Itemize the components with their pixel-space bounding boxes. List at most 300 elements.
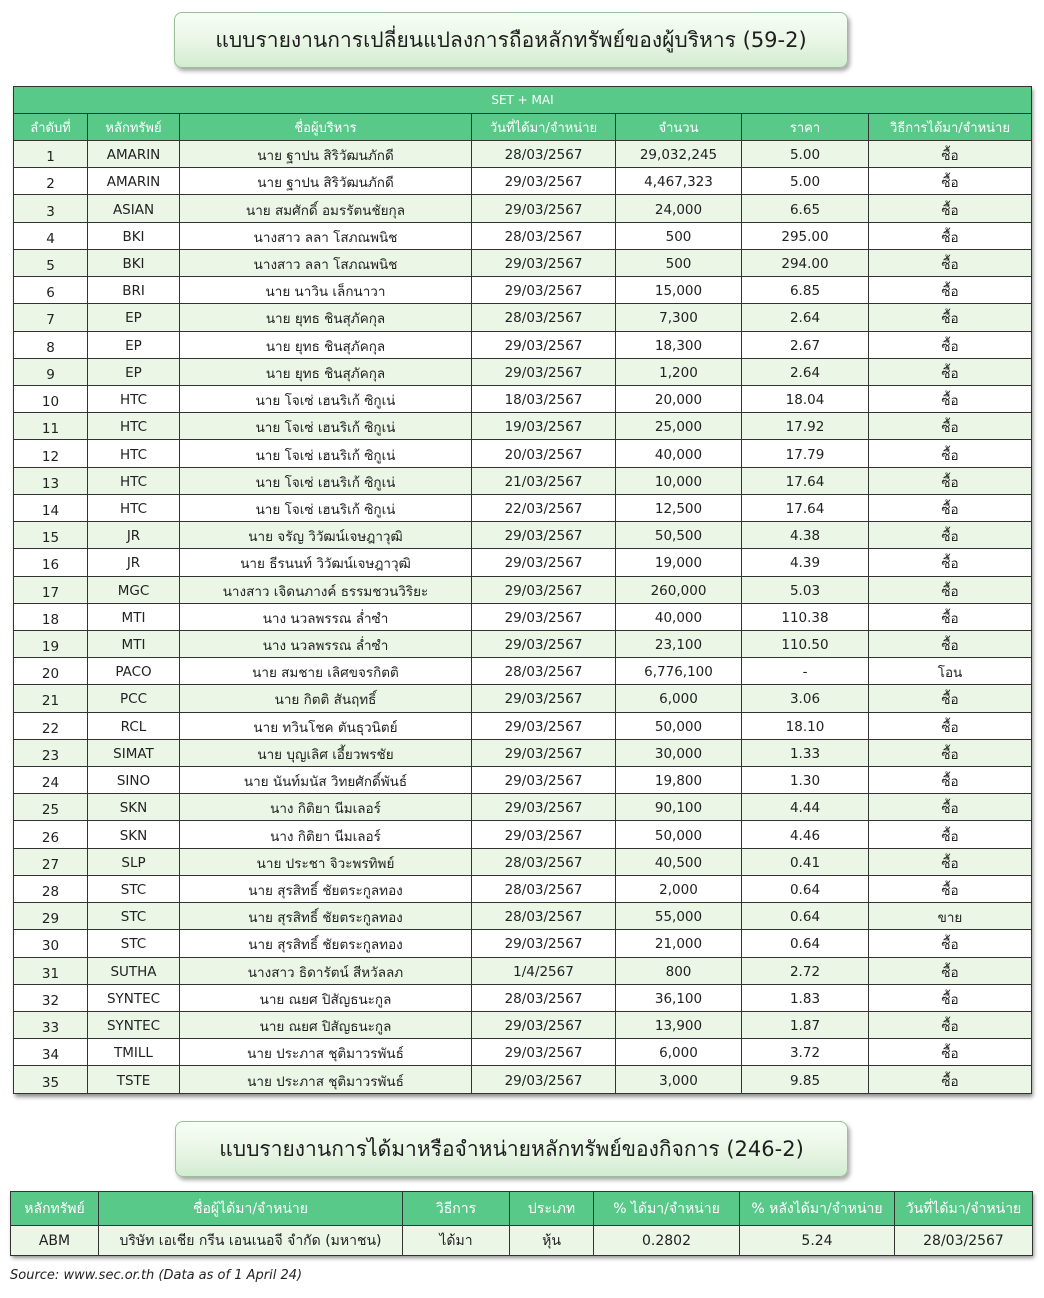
cell-date: 29/03/2567: [472, 739, 616, 766]
table-row: [14, 358, 1032, 385]
cell-security: HTC: [88, 440, 180, 467]
cell-no: 4: [14, 222, 88, 249]
cell-method: ซื้อ: [869, 168, 1032, 195]
source-text: www.sec.or.th (Data as of 1 April 24): [63, 1268, 303, 1283]
cell-method: โอน: [869, 658, 1032, 685]
table-row: [14, 930, 1032, 957]
cell-executive-name: นาย สุรสิทธิ์ ชัยตระกูลทอง: [180, 930, 472, 957]
column-header-method: วิธีการ: [403, 1192, 510, 1226]
cell-volume: 20,000: [616, 385, 742, 412]
cell-price: 2.67: [742, 331, 869, 358]
cell-no: 5: [14, 249, 88, 276]
cell-date: 28/03/2567: [472, 984, 616, 1011]
cell-price: 4.39: [742, 549, 869, 576]
cell-date: 29/03/2567: [472, 712, 616, 739]
cell-security: SINO: [88, 767, 180, 794]
cell-price: 110.38: [742, 603, 869, 630]
cell-date: 19/03/2567: [472, 413, 616, 440]
cell-executive-name: นาย ประภาส ชุติมาวรพันธ์: [180, 1039, 472, 1066]
cell-price: 0.64: [742, 875, 869, 902]
table-row: [14, 767, 1032, 794]
cell-date: 29/03/2567: [472, 195, 616, 222]
cell-no: 8: [14, 331, 88, 358]
column-header-security: หลักทรัพย์: [11, 1192, 99, 1226]
source-note: [10, 1268, 302, 1283]
cell-security: STC: [88, 875, 180, 902]
cell-no: 32: [14, 984, 88, 1011]
cell-executive-name: นาย สุรสิทธิ์ ชัยตระกูลทอง: [180, 875, 472, 902]
cell-date: 29/03/2567: [472, 630, 616, 657]
cell-method: ซื้อ: [869, 712, 1032, 739]
column-header-method: วิธีการได้มา/จำหน่าย: [869, 114, 1032, 141]
cell-date: 29/03/2567: [472, 767, 616, 794]
cell-date: 29/03/2567: [472, 1066, 616, 1094]
cell-method: ซื้อ: [869, 277, 1032, 304]
company-table-body: [11, 1226, 1033, 1256]
cell-method: ซื้อ: [869, 413, 1032, 440]
cell-no: 31: [14, 957, 88, 984]
cell-security: SKN: [88, 794, 180, 821]
cell-price: 0.64: [742, 903, 869, 930]
cell-method: ซื้อ: [869, 794, 1032, 821]
table-row: [14, 848, 1032, 875]
cell-executive-name: นางสาว ลลา โสภณพนิช: [180, 222, 472, 249]
cell-volume: 36,100: [616, 984, 742, 1011]
table-row: [14, 875, 1032, 902]
table-header-row: [14, 114, 1032, 141]
cell-method: ซื้อ: [869, 767, 1032, 794]
table-row: [14, 603, 1032, 630]
cell-security: PCC: [88, 685, 180, 712]
cell-volume: 3,000: [616, 1066, 742, 1094]
company-transactions-table: [10, 1191, 1033, 1256]
table-row: [14, 440, 1032, 467]
cell-date: 28/03/2567: [472, 903, 616, 930]
cell-price: 9.85: [742, 1066, 869, 1094]
cell-date: 29/03/2567: [472, 930, 616, 957]
cell-method: ซื้อ: [869, 522, 1032, 549]
table-row: [14, 494, 1032, 521]
cell-no: 19: [14, 630, 88, 657]
cell-volume: 6,000: [616, 1039, 742, 1066]
cell-executive-name: นาย นาวิน เล็กนาวา: [180, 277, 472, 304]
company-table-header-row: [11, 1192, 1033, 1226]
cell-date: 29/03/2567: [472, 603, 616, 630]
cell-no: 23: [14, 739, 88, 766]
company-report-title: [175, 1121, 848, 1177]
cell-volume: 25,000: [616, 413, 742, 440]
table-row: [14, 658, 1032, 685]
cell-method: ซื้อ: [869, 195, 1032, 222]
cell-security: AMARIN: [88, 168, 180, 195]
cell-volume: 40,000: [616, 603, 742, 630]
cell-price: 1.83: [742, 984, 869, 1011]
cell-method: ซื้อ: [869, 467, 1032, 494]
cell-security: TSTE: [88, 1066, 180, 1094]
table-group-header-row: [14, 87, 1032, 114]
cell-price: 4.38: [742, 522, 869, 549]
insider-table-body: [14, 141, 1032, 1094]
cell-method: ซื้อ: [869, 630, 1032, 657]
cell-method: ซื้อ: [869, 440, 1032, 467]
insider-report-title: [174, 12, 848, 68]
cell-price: 1.87: [742, 1012, 869, 1039]
cell-executive-name: นาย ยุทธ ชินสุภัคกุล: [180, 304, 472, 331]
table-row: [14, 1066, 1032, 1094]
cell-method: ซื้อ: [869, 358, 1032, 385]
company-table-container: [10, 1191, 1032, 1255]
cell-security: PACO: [88, 658, 180, 685]
cell-price: 17.64: [742, 467, 869, 494]
cell-security: ASIAN: [88, 195, 180, 222]
table-row: [14, 304, 1032, 331]
cell-no: 17: [14, 576, 88, 603]
cell-no: 14: [14, 494, 88, 521]
cell-executive-name: นาย สมศักดิ์ อมรรัตนชัยกุล: [180, 195, 472, 222]
cell-volume: 21,000: [616, 930, 742, 957]
cell-no: 12: [14, 440, 88, 467]
cell-price: 6.85: [742, 277, 869, 304]
cell-volume: 13,900: [616, 1012, 742, 1039]
cell-method: ขาย: [869, 903, 1032, 930]
cell-volume: 23,100: [616, 630, 742, 657]
cell-date: 22/03/2567: [472, 494, 616, 521]
cell-security: HTC: [88, 494, 180, 521]
cell-no: 1: [14, 141, 88, 168]
cell-price: 18.04: [742, 385, 869, 412]
cell-no: 13: [14, 467, 88, 494]
cell-price: 5.00: [742, 141, 869, 168]
cell-security: MGC: [88, 576, 180, 603]
cell-volume: 2,000: [616, 875, 742, 902]
cell-security: STC: [88, 903, 180, 930]
cell-security: MTI: [88, 603, 180, 630]
cell-security: AMARIN: [88, 141, 180, 168]
cell-executive-name: นาย โจเซ่ เฮนริเก้ ซิกูเน่: [180, 467, 472, 494]
cell-security: MTI: [88, 630, 180, 657]
cell-method: ซื้อ: [869, 1012, 1032, 1039]
table-row: [14, 549, 1032, 576]
cell-date: 28/03/2567: [472, 222, 616, 249]
cell-date: 29/03/2567: [472, 685, 616, 712]
column-header-percent-after: % หลังได้มา/จำหน่าย: [740, 1192, 895, 1226]
cell-volume: 7,300: [616, 304, 742, 331]
cell-no: 24: [14, 767, 88, 794]
cell-date: 29/03/2567: [472, 1012, 616, 1039]
cell-date: 29/03/2567: [472, 549, 616, 576]
cell-date: 21/03/2567: [472, 467, 616, 494]
table-row: [14, 385, 1032, 412]
cell-executive-name: นาย ณยศ ปิสัญธนะกูล: [180, 984, 472, 1011]
cell-method: ซื้อ: [869, 222, 1032, 249]
cell-price: 6.65: [742, 195, 869, 222]
cell-executive-name: นาย โจเซ่ เฮนริเก้ ซิกูเน่: [180, 494, 472, 521]
cell-security: TMILL: [88, 1039, 180, 1066]
cell-volume: 50,500: [616, 522, 742, 549]
cell-price: 2.64: [742, 358, 869, 385]
cell-security: SKN: [88, 821, 180, 848]
table-row: [14, 467, 1032, 494]
cell-security: RCL: [88, 712, 180, 739]
cell-method: ซื้อ: [869, 494, 1032, 521]
cell-no: 27: [14, 848, 88, 875]
cell-security: BRI: [88, 277, 180, 304]
cell-volume: 12,500: [616, 494, 742, 521]
cell-method: ซื้อ: [869, 331, 1032, 358]
cell-method: ซื้อ: [869, 1039, 1032, 1066]
cell-volume: 500: [616, 222, 742, 249]
cell-executive-name: นาง กิติยา นีมเลอร์: [180, 821, 472, 848]
table-row: [14, 522, 1032, 549]
cell-date: 29/03/2567: [472, 249, 616, 276]
cell-no: 18: [14, 603, 88, 630]
cell-no: 30: [14, 930, 88, 957]
cell-price: 2.72: [742, 957, 869, 984]
table-row: [14, 630, 1032, 657]
cell-volume: 6,000: [616, 685, 742, 712]
cell-method: ซื้อ: [869, 385, 1032, 412]
cell-volume: 1,200: [616, 358, 742, 385]
cell-price: 4.44: [742, 794, 869, 821]
cell-executive-name: นาย จรัญ วิวัฒน์เจษฎาวุฒิ: [180, 522, 472, 549]
cell-no: 35: [14, 1066, 88, 1094]
table-row: [14, 141, 1032, 168]
cell-no: 25: [14, 794, 88, 821]
table-row: [14, 984, 1032, 1011]
cell-date: 29/03/2567: [472, 1039, 616, 1066]
cell-method: ซื้อ: [869, 848, 1032, 875]
cell-executive-name: นาย โจเซ่ เฮนริเก้ ซิกูเน่: [180, 385, 472, 412]
cell-no: 20: [14, 658, 88, 685]
cell-executive-name: นาย ประชา จิวะพรทิพย์: [180, 848, 472, 875]
table-row: [14, 249, 1032, 276]
cell-security: EP: [88, 331, 180, 358]
cell-volume: 90,100: [616, 794, 742, 821]
cell-security: BKI: [88, 249, 180, 276]
cell-volume: 19,000: [616, 549, 742, 576]
cell-no: 7: [14, 304, 88, 331]
company-report-title-text: แบบรายงานการได้มาหรือจำหน่ายหลักทรัพย์ของกิจการ (246-2): [219, 1136, 804, 1161]
cell-price: 3.72: [742, 1039, 869, 1066]
cell-volume: 55,000: [616, 903, 742, 930]
cell-security: EP: [88, 304, 180, 331]
table-row: [14, 821, 1032, 848]
cell-date: 20/03/2567: [472, 440, 616, 467]
cell-executive-name: นาย ธีรนนท์ วิวัฒน์เจษฎาวุฒิ: [180, 549, 472, 576]
cell-date: 28/03/2567: [472, 658, 616, 685]
cell-price: 2.64: [742, 304, 869, 331]
cell-date: 18/03/2567: [472, 385, 616, 412]
table-row: [14, 1012, 1032, 1039]
cell-price: 110.50: [742, 630, 869, 657]
cell-volume: 40,500: [616, 848, 742, 875]
column-header-price: ราคา: [742, 114, 869, 141]
insider-transactions-table: [13, 86, 1032, 1094]
cell-no: 29: [14, 903, 88, 930]
table-row: [14, 739, 1032, 766]
cell-date: 1/4/2567: [472, 957, 616, 984]
cell-price: 18.10: [742, 712, 869, 739]
cell-date: 29/03/2567: [472, 821, 616, 848]
cell-security: SIMAT: [88, 739, 180, 766]
table-row: [14, 794, 1032, 821]
cell-method: ซื้อ: [869, 1066, 1032, 1094]
cell-method: ซื้อ: [869, 304, 1032, 331]
cell-volume: 10,000: [616, 467, 742, 494]
cell-security: HTC: [88, 467, 180, 494]
table-row: [14, 576, 1032, 603]
cell-no: 15: [14, 522, 88, 549]
cell-no: 6: [14, 277, 88, 304]
column-header-security: หลักทรัพย์: [88, 114, 180, 141]
cell-executive-name: นาย ทวินโชค ตันธุวนิตย์: [180, 712, 472, 739]
cell-method: ซื้อ: [869, 141, 1032, 168]
cell-security: ABM: [11, 1226, 99, 1256]
column-header-percent-acquired: % ได้มา/จำหน่าย: [594, 1192, 740, 1226]
cell-percent-after: 5.24: [740, 1226, 895, 1256]
cell-no: 9: [14, 358, 88, 385]
cell-no: 33: [14, 1012, 88, 1039]
cell-volume: 30,000: [616, 739, 742, 766]
cell-volume: 4,467,323: [616, 168, 742, 195]
cell-price: 0.41: [742, 848, 869, 875]
cell-security: STC: [88, 930, 180, 957]
cell-executive-name: นาย ยุทธ ชินสุภัคกุล: [180, 358, 472, 385]
table-row: [11, 1226, 1033, 1256]
cell-price: 294.00: [742, 249, 869, 276]
cell-method: ซื้อ: [869, 875, 1032, 902]
cell-method: ซื้อ: [869, 821, 1032, 848]
cell-price: 17.79: [742, 440, 869, 467]
cell-percent-acquired: 0.2802: [594, 1226, 740, 1256]
cell-executive-name: นาย ฐาปน สิริวัฒนภักดี: [180, 141, 472, 168]
cell-executive-name: นาย นันท์มนัส วิทยศักดิ์พันธ์: [180, 767, 472, 794]
column-header-executive-name: ชื่อผู้บริหาร: [180, 114, 472, 141]
cell-method: ซื้อ: [869, 549, 1032, 576]
column-header-volume: จำนวน: [616, 114, 742, 141]
cell-executive-name: นาย สุรสิทธิ์ ชัยตระกูลทอง: [180, 903, 472, 930]
cell-executive-name: นางสาว เจิดนภางค์ ธรรมชวนวิริยะ: [180, 576, 472, 603]
cell-executive-name: นาง นวลพรรณ ล่ำซำ: [180, 603, 472, 630]
cell-security: JR: [88, 549, 180, 576]
cell-executive-name: นาย โจเซ่ เฮนริเก้ ซิกูเน่: [180, 440, 472, 467]
cell-executive-name: นางสาว ธิดารัตน์ สีหวัลลภ: [180, 957, 472, 984]
cell-executive-name: นาย โจเซ่ เฮนริเก้ ซิกูเน่: [180, 413, 472, 440]
table-row: [14, 685, 1032, 712]
cell-price: 295.00: [742, 222, 869, 249]
cell-no: 28: [14, 875, 88, 902]
cell-no: 3: [14, 195, 88, 222]
column-header-no: ลำดับที่: [14, 114, 88, 141]
cell-price: 17.64: [742, 494, 869, 521]
cell-no: 26: [14, 821, 88, 848]
cell-no: 10: [14, 385, 88, 412]
cell-volume: 800: [616, 957, 742, 984]
market-group-header: SET + MAI: [14, 87, 1032, 114]
cell-executive-name: นาง กิติยา นีมเลอร์: [180, 794, 472, 821]
table-row: [14, 168, 1032, 195]
cell-security: HTC: [88, 413, 180, 440]
cell-date: 28/03/2567: [472, 304, 616, 331]
cell-date: 29/03/2567: [472, 277, 616, 304]
cell-volume: 24,000: [616, 195, 742, 222]
cell-date: 28/03/2567: [472, 141, 616, 168]
cell-no: 2: [14, 168, 88, 195]
cell-executive-name: นาย ณยศ ปิสัญธนะกูล: [180, 1012, 472, 1039]
table-row: [14, 413, 1032, 440]
table-row: [14, 903, 1032, 930]
cell-date: 29/03/2567: [472, 522, 616, 549]
cell-security: SUTHA: [88, 957, 180, 984]
cell-date: 28/03/2567: [895, 1226, 1033, 1256]
cell-no: 16: [14, 549, 88, 576]
table-row: [14, 331, 1032, 358]
cell-type: หุ้น: [510, 1226, 594, 1256]
cell-executive-name: นาย ฐาปน สิริวัฒนภักดี: [180, 168, 472, 195]
cell-no: 11: [14, 413, 88, 440]
cell-date: 29/03/2567: [472, 331, 616, 358]
table-row: [14, 195, 1032, 222]
cell-method: ซื้อ: [869, 249, 1032, 276]
cell-security: SYNTEC: [88, 1012, 180, 1039]
cell-volume: 18,300: [616, 331, 742, 358]
cell-volume: 19,800: [616, 767, 742, 794]
cell-price: 0.64: [742, 930, 869, 957]
cell-method: ซื้อ: [869, 739, 1032, 766]
cell-executive-name: นาย ประภาส ชุติมาวรพันธ์: [180, 1066, 472, 1094]
cell-date: 29/03/2567: [472, 358, 616, 385]
column-header-type: ประเภท: [510, 1192, 594, 1226]
insider-report-title-text: แบบรายงานการเปลี่ยนแปลงการถือหลักทรัพย์ของผู้บริหาร (59-2): [215, 27, 807, 52]
cell-executive-name: นาง นวลพรรณ ล่ำซำ: [180, 630, 472, 657]
cell-method: ซื้อ: [869, 685, 1032, 712]
cell-price: 1.33: [742, 739, 869, 766]
cell-volume: 50,000: [616, 712, 742, 739]
cell-method: ซื้อ: [869, 957, 1032, 984]
cell-executive-name: นาย ยุทธ ชินสุภัคกุล: [180, 331, 472, 358]
cell-date: 29/03/2567: [472, 576, 616, 603]
cell-price: 5.03: [742, 576, 869, 603]
cell-no: 34: [14, 1039, 88, 1066]
cell-price: 5.00: [742, 168, 869, 195]
cell-volume: 50,000: [616, 821, 742, 848]
cell-price: -: [742, 658, 869, 685]
table-row: [14, 957, 1032, 984]
cell-security: SYNTEC: [88, 984, 180, 1011]
column-header-date: วันที่ได้มา/จำหน่าย: [472, 114, 616, 141]
cell-price: 3.06: [742, 685, 869, 712]
cell-volume: 29,032,245: [616, 141, 742, 168]
cell-price: 17.92: [742, 413, 869, 440]
cell-date: 28/03/2567: [472, 848, 616, 875]
table-row: [14, 712, 1032, 739]
cell-volume: 40,000: [616, 440, 742, 467]
cell-executive-name: นางสาว ลลา โสภณพนิช: [180, 249, 472, 276]
table-row: [14, 1039, 1032, 1066]
cell-executive-name: นาย กิตติ สันฤทธิ์: [180, 685, 472, 712]
cell-security: HTC: [88, 385, 180, 412]
cell-method: ได้มา: [403, 1226, 510, 1256]
cell-date: 29/03/2567: [472, 794, 616, 821]
cell-volume: 260,000: [616, 576, 742, 603]
cell-executive-name: นาย สมชาย เลิศขจรกิตติ: [180, 658, 472, 685]
cell-no: 22: [14, 712, 88, 739]
cell-security: BKI: [88, 222, 180, 249]
cell-date: 29/03/2567: [472, 168, 616, 195]
cell-method: ซื้อ: [869, 984, 1032, 1011]
cell-no: 21: [14, 685, 88, 712]
cell-method: ซื้อ: [869, 576, 1032, 603]
